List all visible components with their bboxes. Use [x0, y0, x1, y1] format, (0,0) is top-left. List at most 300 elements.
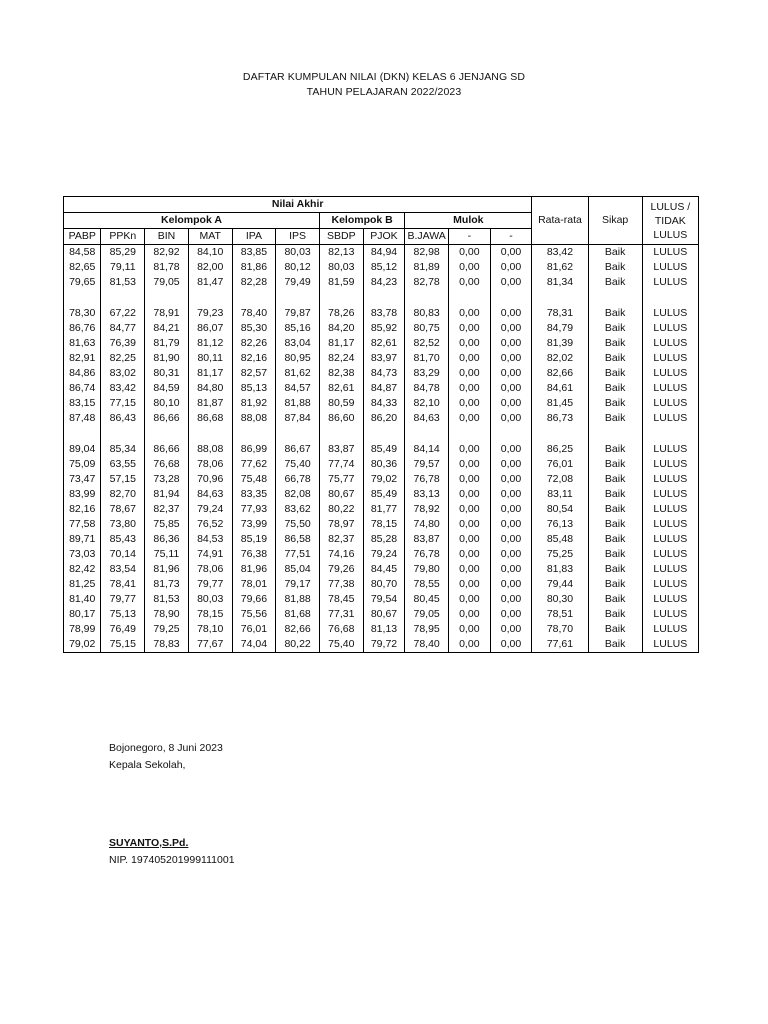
table-cell: 78,40: [405, 637, 449, 653]
table-cell: 79,02: [363, 472, 405, 487]
table-cell: 83,87: [405, 532, 449, 547]
lulus-header: [642, 197, 698, 245]
table-cell: 78,31: [532, 306, 588, 321]
table-cell: Baik: [588, 245, 642, 261]
table-cell: LULUS: [642, 517, 698, 532]
table-cell: 81,45: [532, 396, 588, 411]
table-cell: 84,21: [145, 321, 189, 336]
table-cell: LULUS: [642, 351, 698, 366]
table-cell: [490, 290, 532, 306]
table-cell: 0,00: [490, 547, 532, 562]
table-cell: Baik: [588, 411, 642, 426]
table-cell: Baik: [588, 457, 642, 472]
table-cell: 82,25: [101, 351, 145, 366]
table-cell: 0,00: [449, 592, 491, 607]
table-row: [64, 547, 699, 562]
table-cell: 81,17: [188, 366, 232, 381]
table-cell: 0,00: [449, 396, 491, 411]
table-cell: 73,03: [64, 547, 101, 562]
table-cell: LULUS: [642, 442, 698, 457]
table-cell: 88,08: [188, 442, 232, 457]
table-cell: 82,38: [319, 366, 363, 381]
table-cell: 84,77: [101, 321, 145, 336]
table-cell: LULUS: [642, 336, 698, 351]
table-cell: 76,78: [405, 472, 449, 487]
table-cell: 82,70: [101, 487, 145, 502]
table-cell: 78,15: [363, 517, 405, 532]
table-cell: 75,56: [232, 607, 276, 622]
table-cell: 83,02: [101, 366, 145, 381]
table-cell: 80,45: [405, 592, 449, 607]
table-cell: 79,02: [64, 637, 101, 653]
table-cell: 85,34: [101, 442, 145, 457]
table-row: [64, 457, 699, 472]
table-cell: 82,37: [319, 532, 363, 547]
table-cell: 0,00: [490, 577, 532, 592]
table-cell: 85,49: [363, 442, 405, 457]
table-cell: 74,91: [188, 547, 232, 562]
table-cell: 84,80: [188, 381, 232, 396]
table-cell: 84,86: [64, 366, 101, 381]
sikap-header: Sikap: [588, 197, 642, 245]
table-cell: 0,00: [490, 351, 532, 366]
table-cell: 83,04: [276, 336, 320, 351]
table-cell: 78,01: [232, 577, 276, 592]
table-cell: 79,87: [276, 306, 320, 321]
table-cell: 80,17: [64, 607, 101, 622]
table-cell: 78,26: [319, 306, 363, 321]
table-cell: 80,11: [188, 351, 232, 366]
table-cell: 79,25: [145, 622, 189, 637]
table-cell: 85,43: [101, 532, 145, 547]
table-cell: Baik: [588, 547, 642, 562]
table-cell: LULUS: [642, 622, 698, 637]
col-header: -: [449, 229, 491, 245]
table-cell: [449, 426, 491, 442]
table-cell: 80,59: [319, 396, 363, 411]
table-cell: 77,51: [276, 547, 320, 562]
table-cell: 79,05: [145, 275, 189, 290]
table-cell: 79,23: [188, 306, 232, 321]
table-cell: LULUS: [642, 366, 698, 381]
table-cell: 79,77: [188, 577, 232, 592]
table-cell: 87,84: [276, 411, 320, 426]
table-cell: 82,98: [405, 245, 449, 261]
table-cell: 82,16: [232, 351, 276, 366]
table-cell: 83,54: [101, 562, 145, 577]
table-cell: 0,00: [490, 607, 532, 622]
table-cell: 78,45: [319, 592, 363, 607]
table-cell: 82,02: [532, 351, 588, 366]
table-cell: 80,36: [363, 457, 405, 472]
table-cell: 79,17: [276, 577, 320, 592]
table-cell: 75,85: [145, 517, 189, 532]
table-cell: 83,13: [405, 487, 449, 502]
signature-role: Kepala Sekolah,: [109, 759, 186, 771]
table-cell: 75,40: [319, 637, 363, 653]
table-cell: 82,92: [145, 245, 189, 261]
table-cell: 63,55: [101, 457, 145, 472]
table-cell: 80,03: [319, 260, 363, 275]
table-row: [64, 396, 699, 411]
table-cell: 81,83: [532, 562, 588, 577]
table-cell: [449, 290, 491, 306]
table-cell: 74,04: [232, 637, 276, 653]
table-cell: 78,10: [188, 622, 232, 637]
table-cell: 79,24: [363, 547, 405, 562]
table-cell: 84,58: [64, 245, 101, 261]
table-cell: 80,54: [532, 502, 588, 517]
table-cell: 81,88: [276, 396, 320, 411]
table-cell: 84,87: [363, 381, 405, 396]
table-cell: 79,80: [405, 562, 449, 577]
table-cell: 83,99: [64, 487, 101, 502]
table-cell: 85,49: [363, 487, 405, 502]
table-cell: 78,91: [145, 306, 189, 321]
table-cell: LULUS: [642, 637, 698, 653]
table-cell: 84,53: [188, 532, 232, 547]
table-cell: 86,74: [64, 381, 101, 396]
table-cell: 78,15: [188, 607, 232, 622]
table-cell: 77,58: [64, 517, 101, 532]
table-cell: [232, 426, 276, 442]
table-cell: 86,36: [145, 532, 189, 547]
table-cell: LULUS: [642, 592, 698, 607]
table-cell: 80,03: [188, 592, 232, 607]
table-cell: 86,60: [319, 411, 363, 426]
table-cell: 76,52: [188, 517, 232, 532]
table-cell: 80,31: [145, 366, 189, 381]
table-cell: LULUS: [642, 502, 698, 517]
table-cell: 83,78: [363, 306, 405, 321]
table-cell: 78,51: [532, 607, 588, 622]
table-cell: 81,94: [145, 487, 189, 502]
table-cell: Baik: [588, 532, 642, 547]
table-cell: 83,87: [319, 442, 363, 457]
document-subtitle: TAHUN PELAJARAN 2022/2023: [306, 86, 462, 98]
table-cell: 84,59: [145, 381, 189, 396]
table-cell: 86,07: [188, 321, 232, 336]
table-cell: 80,10: [145, 396, 189, 411]
table-cell: 81,88: [276, 592, 320, 607]
table-cell: 78,06: [188, 562, 232, 577]
table-cell: 81,87: [188, 396, 232, 411]
table-cell: 85,12: [363, 260, 405, 275]
table-cell: 84,63: [188, 487, 232, 502]
table-cell: 0,00: [449, 607, 491, 622]
table-cell: Baik: [588, 396, 642, 411]
table-cell: 82,28: [232, 275, 276, 290]
table-cell: 86,66: [145, 411, 189, 426]
table-cell: 88,08: [232, 411, 276, 426]
table-cell: 76,01: [532, 457, 588, 472]
table-cell: 82,08: [276, 487, 320, 502]
table-cell: [588, 290, 642, 306]
table-cell: 81,89: [405, 260, 449, 275]
table-cell: 0,00: [449, 577, 491, 592]
table-cell: 81,92: [232, 396, 276, 411]
table-cell: 81,62: [532, 260, 588, 275]
table-cell: 82,42: [64, 562, 101, 577]
table-cell: 74,16: [319, 547, 363, 562]
table-cell: 79,24: [188, 502, 232, 517]
table-cell: Baik: [588, 607, 642, 622]
table-cell: 85,29: [101, 245, 145, 261]
table-cell: 77,74: [319, 457, 363, 472]
table-cell: 0,00: [449, 442, 491, 457]
col-header: PJOK: [363, 229, 405, 245]
table-cell: 76,38: [232, 547, 276, 562]
table-cell: 82,57: [232, 366, 276, 381]
table-row: [64, 321, 699, 336]
table-cell: 86,43: [101, 411, 145, 426]
table-cell: 83,29: [405, 366, 449, 381]
kelompok-a-header: Kelompok A: [64, 213, 320, 229]
table-cell: Baik: [588, 592, 642, 607]
table-cell: 76,78: [405, 547, 449, 562]
table-cell: [363, 426, 405, 442]
table-cell: [490, 426, 532, 442]
table-cell: 79,26: [319, 562, 363, 577]
table-cell: 0,00: [449, 321, 491, 336]
table-cell: 81,77: [363, 502, 405, 517]
table-cell: 84,14: [405, 442, 449, 457]
table-cell: 84,23: [363, 275, 405, 290]
table-cell: 81,53: [101, 275, 145, 290]
col-header: MAT: [188, 229, 232, 245]
table-row: [64, 381, 699, 396]
col-header: IPA: [232, 229, 276, 245]
table-cell: Baik: [588, 260, 642, 275]
table-cell: 81,96: [145, 562, 189, 577]
table-cell: 81,90: [145, 351, 189, 366]
table-cell: 83,11: [532, 487, 588, 502]
table-cell: 82,78: [405, 275, 449, 290]
table-row: [64, 607, 699, 622]
rata-rata-header: Rata-rata: [532, 197, 588, 245]
col-header: B.JAWA: [405, 229, 449, 245]
table-cell: 76,49: [101, 622, 145, 637]
table-cell: 86,20: [363, 411, 405, 426]
table-cell: [405, 426, 449, 442]
table-cell: 80,75: [405, 321, 449, 336]
table-cell: 81,73: [145, 577, 189, 592]
table-row: [64, 290, 699, 306]
table-cell: 0,00: [490, 381, 532, 396]
table-cell: 75,25: [532, 547, 588, 562]
table-cell: [588, 426, 642, 442]
col-header: BIN: [145, 229, 189, 245]
table-row: [64, 306, 699, 321]
table-cell: LULUS: [642, 306, 698, 321]
table-cell: 80,22: [319, 502, 363, 517]
table-cell: 78,40: [232, 306, 276, 321]
table-cell: LULUS: [642, 532, 698, 547]
table-row: [64, 275, 699, 290]
table-cell: 0,00: [449, 502, 491, 517]
table-cell: LULUS: [642, 457, 698, 472]
table-cell: 0,00: [490, 366, 532, 381]
table-cell: [232, 290, 276, 306]
table-row: [64, 487, 699, 502]
table-cell: 79,72: [363, 637, 405, 653]
table-cell: 86,25: [532, 442, 588, 457]
col-header: PPKn: [101, 229, 145, 245]
table-cell: 84,73: [363, 366, 405, 381]
table-cell: 84,79: [532, 321, 588, 336]
table-cell: 85,92: [363, 321, 405, 336]
table-cell: 80,22: [276, 637, 320, 653]
table-cell: [642, 290, 698, 306]
table-cell: 82,00: [188, 260, 232, 275]
table-row: [64, 426, 699, 442]
table-cell: [319, 290, 363, 306]
table-cell: 76,68: [319, 622, 363, 637]
table-cell: 0,00: [490, 637, 532, 653]
table-cell: 85,04: [276, 562, 320, 577]
table-cell: 77,93: [232, 502, 276, 517]
table-cell: 0,00: [449, 275, 491, 290]
table-cell: [276, 426, 320, 442]
table-cell: 0,00: [449, 336, 491, 351]
table-cell: 85,28: [363, 532, 405, 547]
table-cell: 75,50: [276, 517, 320, 532]
table-cell: 82,61: [319, 381, 363, 396]
table-cell: Baik: [588, 637, 642, 653]
table-cell: 79,44: [532, 577, 588, 592]
table-cell: 81,68: [276, 607, 320, 622]
table-cell: 79,57: [405, 457, 449, 472]
table-cell: 82,52: [405, 336, 449, 351]
table-cell: Baik: [588, 472, 642, 487]
document-title: DAFTAR KUMPULAN NILAI (DKN) KELAS 6 JENJANG SD: [242, 71, 526, 83]
table-cell: 81,13: [363, 622, 405, 637]
table-cell: 87,48: [64, 411, 101, 426]
table-cell: 83,35: [232, 487, 276, 502]
table-row: [64, 336, 699, 351]
col-header: SBDP: [319, 229, 363, 245]
table-cell: 84,10: [188, 245, 232, 261]
table-cell: 75,11: [145, 547, 189, 562]
table-row: [64, 502, 699, 517]
table-cell: 83,62: [276, 502, 320, 517]
table-cell: [64, 426, 101, 442]
table-cell: 83,97: [363, 351, 405, 366]
table-cell: 0,00: [490, 532, 532, 547]
table-cell: LULUS: [642, 577, 698, 592]
table-cell: Baik: [588, 517, 642, 532]
table-cell: 84,33: [363, 396, 405, 411]
table-row: [64, 592, 699, 607]
table-cell: 86,68: [188, 411, 232, 426]
table-cell: LULUS: [642, 411, 698, 426]
table-cell: 84,20: [319, 321, 363, 336]
table-cell: 78,67: [101, 502, 145, 517]
table-cell: [188, 290, 232, 306]
table-cell: 82,91: [64, 351, 101, 366]
table-cell: Baik: [588, 487, 642, 502]
table-cell: [101, 426, 145, 442]
table-cell: 82,66: [532, 366, 588, 381]
table-cell: 73,47: [64, 472, 101, 487]
table-cell: Baik: [588, 306, 642, 321]
table-cell: 84,63: [405, 411, 449, 426]
table-cell: Baik: [588, 336, 642, 351]
table-cell: 73,28: [145, 472, 189, 487]
table-cell: LULUS: [642, 381, 698, 396]
table-cell: 82,13: [319, 245, 363, 261]
table-row: [64, 622, 699, 637]
table-cell: [363, 290, 405, 306]
table-cell: 0,00: [490, 306, 532, 321]
table-cell: 77,67: [188, 637, 232, 653]
table-cell: 82,37: [145, 502, 189, 517]
table-cell: 82,26: [232, 336, 276, 351]
table-cell: 0,00: [449, 622, 491, 637]
table-cell: 0,00: [490, 260, 532, 275]
table-cell: 79,11: [101, 260, 145, 275]
table-cell: 75,40: [276, 457, 320, 472]
table-cell: LULUS: [642, 472, 698, 487]
signature-place-date: Bojonegoro, 8 Juni 2023: [109, 742, 223, 754]
table-cell: 81,12: [188, 336, 232, 351]
table-cell: 0,00: [490, 472, 532, 487]
table-cell: 84,94: [363, 245, 405, 261]
nilai-akhir-header: Nilai Akhir: [64, 197, 532, 213]
table-cell: 79,05: [405, 607, 449, 622]
mulok-header: Mulok: [405, 213, 532, 229]
table-cell: 81,96: [232, 562, 276, 577]
table-cell: 80,12: [276, 260, 320, 275]
kelompok-b-header: Kelompok B: [319, 213, 404, 229]
table-cell: Baik: [588, 502, 642, 517]
table-cell: 84,61: [532, 381, 588, 396]
table-cell: 80,67: [319, 487, 363, 502]
table-cell: 75,09: [64, 457, 101, 472]
table-cell: 80,83: [405, 306, 449, 321]
table-cell: 83,42: [101, 381, 145, 396]
table-row: [64, 562, 699, 577]
table-cell: 0,00: [449, 637, 491, 653]
table-row: [64, 411, 699, 426]
table-cell: 76,39: [101, 336, 145, 351]
table-cell: 74,80: [405, 517, 449, 532]
table-cell: 86,76: [64, 321, 101, 336]
table-cell: 0,00: [490, 396, 532, 411]
table-cell: [145, 426, 189, 442]
table-cell: 0,00: [490, 411, 532, 426]
table-cell: 81,86: [232, 260, 276, 275]
table-cell: 82,24: [319, 351, 363, 366]
table-cell: 89,71: [64, 532, 101, 547]
table-cell: 70,14: [101, 547, 145, 562]
table-cell: 0,00: [449, 532, 491, 547]
table-row: [64, 577, 699, 592]
table-row: [64, 442, 699, 457]
table-cell: 75,15: [101, 637, 145, 653]
table-cell: 0,00: [490, 487, 532, 502]
table-cell: 66,78: [276, 472, 320, 487]
table-cell: LULUS: [642, 487, 698, 502]
table-cell: [532, 290, 588, 306]
table-cell: 77,62: [232, 457, 276, 472]
table-cell: 83,15: [64, 396, 101, 411]
table-cell: 78,92: [405, 502, 449, 517]
table-cell: 81,70: [405, 351, 449, 366]
table-cell: 72,08: [532, 472, 588, 487]
table-cell: 84,45: [363, 562, 405, 577]
table-cell: 78,99: [64, 622, 101, 637]
